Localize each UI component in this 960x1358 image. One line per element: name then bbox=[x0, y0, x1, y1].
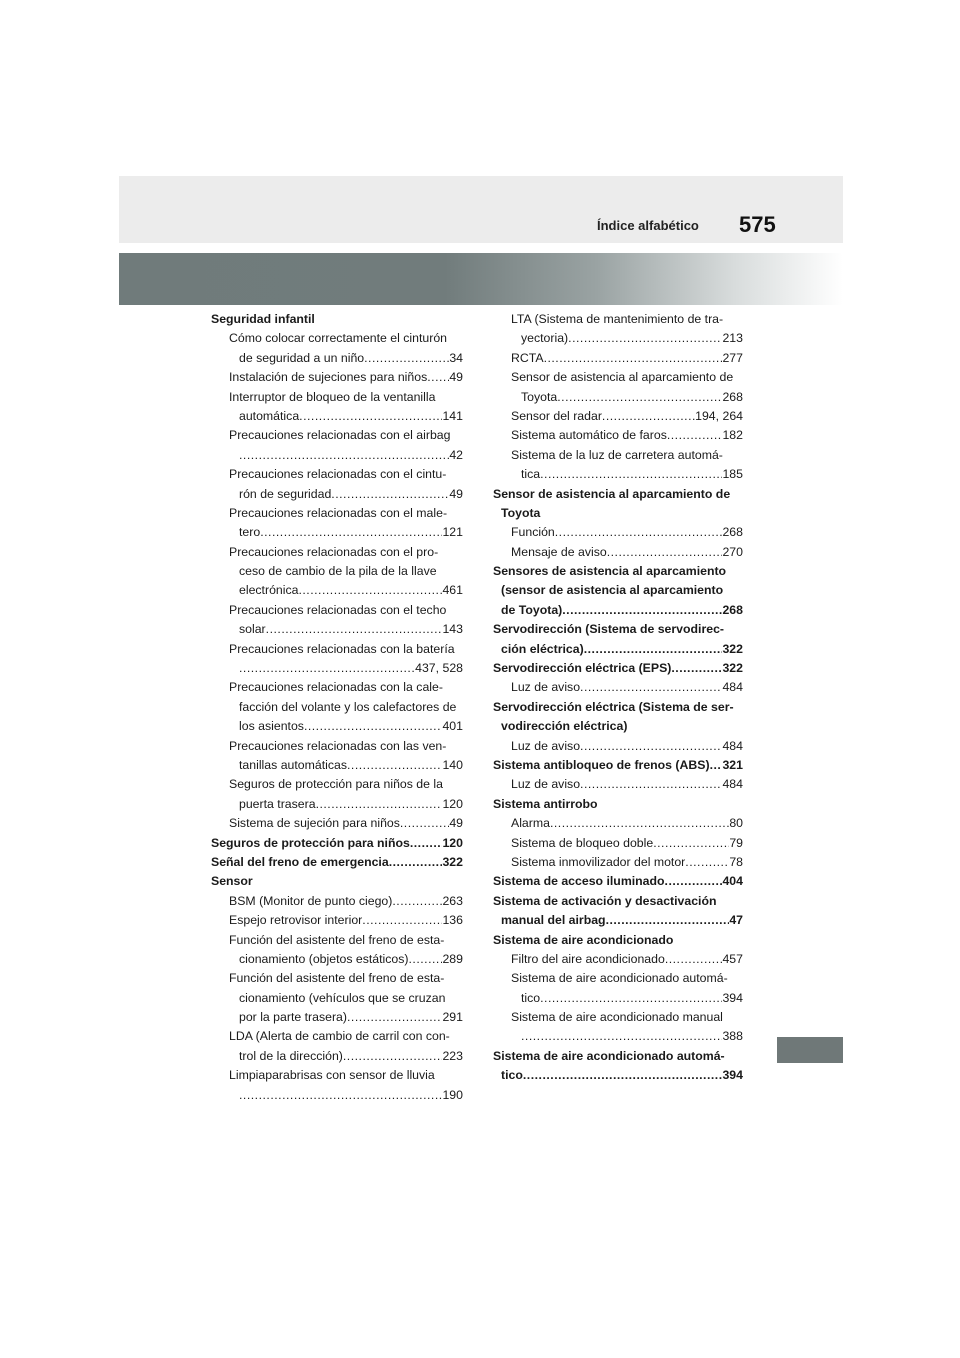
chapter-side-tab bbox=[777, 1037, 843, 1063]
page-reference: 394 bbox=[722, 990, 743, 1005]
dot-leader bbox=[266, 620, 443, 639]
page-reference: 120 bbox=[442, 796, 463, 811]
page-reference: 484 bbox=[722, 680, 743, 695]
index-entry bbox=[211, 892, 463, 911]
index-entry: Precauciones relacionadas con la cale- bbox=[229, 680, 443, 695]
entry-text: Servodirección eléctrica (EPS) bbox=[493, 661, 672, 676]
dot-leader bbox=[239, 1086, 442, 1105]
index-entry bbox=[211, 950, 463, 969]
entry-text: tico bbox=[521, 990, 541, 1005]
page-reference: 49 bbox=[449, 370, 463, 385]
dot-leader bbox=[389, 853, 443, 872]
index-heading: Sistema de aire acondicionado bbox=[493, 932, 674, 947]
page-reference: 213 bbox=[722, 331, 743, 346]
page-reference: 49 bbox=[449, 816, 463, 831]
index-heading bbox=[493, 872, 743, 891]
index-entry bbox=[493, 853, 743, 872]
entry-text: Señal del freno de emergencia bbox=[211, 854, 389, 869]
dot-leader bbox=[298, 581, 442, 600]
index-heading: (sensor de asistencia al aparcamiento bbox=[501, 583, 724, 598]
entry-text: Sensor del radar bbox=[511, 408, 602, 423]
page-reference: 388 bbox=[722, 1029, 743, 1044]
entry-text: de Toyota) bbox=[501, 602, 563, 617]
dot-leader bbox=[584, 640, 723, 659]
index-entry bbox=[211, 911, 463, 930]
page-reference: 49 bbox=[449, 486, 463, 501]
index-entry bbox=[211, 368, 463, 387]
index-entry bbox=[211, 349, 463, 368]
dot-leader bbox=[347, 756, 442, 775]
dot-leader bbox=[607, 543, 723, 562]
page-reference: 194, 264 bbox=[695, 408, 743, 423]
dot-leader bbox=[392, 892, 442, 911]
index-entry: Sistema de la luz de carretera automá- bbox=[511, 447, 723, 462]
dot-leader bbox=[685, 853, 729, 872]
entry-text: electrónica bbox=[239, 583, 299, 598]
index-entry bbox=[211, 717, 463, 736]
page-reference: 80 bbox=[729, 816, 743, 831]
index-heading bbox=[493, 601, 743, 620]
entry-text: de seguridad a un niño bbox=[239, 350, 365, 365]
entry-text: Sistema inmovilizador del motor bbox=[511, 854, 686, 869]
index-heading bbox=[493, 911, 743, 930]
dot-leader bbox=[580, 737, 722, 756]
index-heading: Servodirección eléctrica (Sistema de ser- bbox=[493, 699, 734, 714]
index-entry: Precauciones relacionadas con la batería bbox=[229, 641, 455, 656]
index-column-left bbox=[211, 310, 463, 1105]
dot-leader bbox=[260, 523, 442, 542]
index-heading bbox=[493, 1066, 743, 1085]
entry-text: yectoria) bbox=[521, 331, 569, 346]
index-heading bbox=[493, 659, 743, 678]
entry-text: Toyota bbox=[521, 389, 558, 404]
page-number: 575 bbox=[739, 212, 776, 237]
index-entry: cionamiento (vehículos que se cruzan bbox=[239, 990, 446, 1005]
entry-text: Instalación de sujeciones para niños bbox=[229, 370, 428, 385]
index-entry bbox=[211, 659, 463, 678]
index-entry: Seguros de protección para niños de la bbox=[229, 777, 443, 792]
entry-text: Sistema antibloqueo de frenos (ABS) bbox=[493, 757, 710, 772]
page-reference: 322 bbox=[722, 661, 743, 676]
dot-leader bbox=[562, 601, 722, 620]
entry-text: tero bbox=[239, 525, 261, 540]
index-entry bbox=[211, 620, 463, 639]
entry-text: BSM (Monitor de punto ciego) bbox=[229, 893, 393, 908]
dot-leader bbox=[364, 349, 449, 368]
page-reference: 321 bbox=[722, 757, 743, 772]
index-heading: Servodirección (Sistema de servodirec- bbox=[493, 622, 725, 637]
dot-leader bbox=[299, 407, 442, 426]
entry-text: Sistema de sujeción para niños bbox=[229, 816, 400, 831]
dot-leader bbox=[602, 407, 695, 426]
page-reference: 484 bbox=[722, 777, 743, 792]
page-reference: 268 bbox=[722, 602, 743, 617]
index-entry bbox=[211, 1008, 463, 1027]
dot-leader bbox=[239, 659, 415, 678]
page-reference: 140 bbox=[442, 757, 463, 772]
dot-leader bbox=[544, 349, 723, 368]
entry-text: Filtro del aire acondicionado bbox=[511, 951, 665, 966]
index-heading: Sensor de asistencia al aparcamiento de bbox=[493, 486, 731, 501]
index-entry bbox=[211, 581, 463, 600]
page-reference: 185 bbox=[722, 467, 743, 482]
index-entry: LTA (Sistema de mantenimiento de tra- bbox=[511, 312, 724, 326]
entry-text: Luz de aviso bbox=[511, 777, 581, 792]
index-entry: LDA (Alerta de cambio de carril con con- bbox=[229, 1029, 450, 1044]
dot-leader bbox=[427, 368, 449, 387]
page-reference: 322 bbox=[722, 641, 743, 656]
page-reference: 289 bbox=[442, 951, 463, 966]
index-entry bbox=[493, 678, 743, 697]
page-reference: 47 bbox=[729, 913, 743, 928]
index-entry: Precauciones relacionadas con el pro- bbox=[229, 544, 439, 559]
index-heading: Sistema de activación y desactivación bbox=[493, 893, 717, 908]
index-entry bbox=[211, 1047, 463, 1066]
entry-text: cionamiento (objetos estáticos) bbox=[239, 951, 409, 966]
index-entry bbox=[493, 1027, 743, 1046]
dot-leader bbox=[239, 446, 449, 465]
entry-text: Luz de aviso bbox=[511, 680, 581, 695]
dot-leader bbox=[557, 388, 722, 407]
index-entry bbox=[493, 543, 743, 562]
entry-text: tica bbox=[521, 467, 541, 482]
index-entry: facción del volante y los calefactores de bbox=[239, 699, 457, 714]
page-reference: 42 bbox=[449, 447, 463, 462]
entry-text: RCTA bbox=[511, 350, 544, 365]
header-gradient-band bbox=[119, 253, 843, 305]
index-entry bbox=[493, 388, 743, 407]
index-heading: Sistema de aire acondicionado automá- bbox=[493, 1048, 725, 1063]
page-reference: 268 bbox=[722, 525, 743, 540]
index-heading bbox=[211, 853, 463, 872]
dot-leader bbox=[347, 1008, 442, 1027]
page-reference: 190 bbox=[442, 1087, 463, 1102]
index-entry bbox=[211, 814, 463, 833]
dot-leader bbox=[653, 834, 729, 853]
page-reference: 291 bbox=[442, 1010, 463, 1025]
page-reference: 263 bbox=[442, 893, 463, 908]
index-entry bbox=[493, 950, 743, 969]
entry-text: solar bbox=[239, 622, 266, 637]
page-reference: 79 bbox=[729, 835, 743, 850]
dot-leader bbox=[665, 872, 723, 891]
index-entry bbox=[493, 834, 743, 853]
dot-leader bbox=[580, 775, 722, 794]
index-entry bbox=[211, 446, 463, 465]
index-entry bbox=[211, 795, 463, 814]
entry-text: Sistema de acceso iluminado bbox=[493, 874, 665, 889]
page-reference: 457 bbox=[722, 951, 743, 966]
dot-leader bbox=[409, 950, 443, 969]
index-entry: Función del asistente del freno de esta- bbox=[229, 971, 445, 986]
dot-leader bbox=[671, 659, 722, 678]
index-entry: ceso de cambio de la pila de la llave bbox=[239, 564, 437, 579]
page-reference: 484 bbox=[722, 738, 743, 753]
index-heading bbox=[493, 756, 743, 775]
section-title: Índice alfabético bbox=[597, 218, 699, 233]
dot-leader bbox=[316, 795, 443, 814]
entry-text: Espejo retrovisor interior bbox=[229, 913, 363, 928]
page-reference: 394 bbox=[722, 1068, 743, 1083]
entry-text: automática bbox=[239, 408, 300, 423]
index-entry: Precauciones relacionadas con el cintu- bbox=[229, 467, 447, 482]
index-entry: Función del asistente del freno de esta- bbox=[229, 932, 445, 947]
index-entry bbox=[493, 426, 743, 445]
header-bar bbox=[119, 176, 843, 243]
index-entry: Sistema de aire acondicionado manual bbox=[511, 1010, 723, 1025]
entry-text: por la parte trasera) bbox=[239, 1010, 347, 1025]
page-reference: 182 bbox=[722, 428, 743, 443]
page-reference: 141 bbox=[442, 408, 463, 423]
entry-text: Sistema automático de faros bbox=[511, 428, 667, 443]
dot-leader bbox=[400, 814, 449, 833]
index-entry bbox=[493, 523, 743, 542]
index-entry bbox=[493, 329, 743, 348]
index-entry bbox=[211, 1086, 463, 1105]
dot-leader bbox=[540, 989, 722, 1008]
index-entry bbox=[493, 737, 743, 756]
dot-leader bbox=[550, 814, 729, 833]
page-reference: 136 bbox=[442, 913, 463, 928]
page-reference: 78 bbox=[729, 854, 743, 869]
index-entry bbox=[493, 989, 743, 1008]
entry-text: tanillas automáticas bbox=[239, 757, 347, 772]
index-entry bbox=[493, 349, 743, 368]
dot-leader bbox=[304, 717, 443, 736]
dot-leader bbox=[331, 485, 449, 504]
index-entry bbox=[493, 407, 743, 426]
index-entry bbox=[211, 407, 463, 426]
page-reference: 277 bbox=[722, 350, 743, 365]
entry-text: manual del airbag bbox=[501, 913, 606, 928]
index-entry: Limpiaparabrisas con sensor de lluvia bbox=[229, 1068, 435, 1083]
page-reference: 268 bbox=[722, 389, 743, 404]
entry-text: ción eléctrica) bbox=[501, 641, 584, 656]
dot-leader bbox=[555, 523, 723, 542]
entry-text: tico bbox=[501, 1068, 523, 1083]
index-entry bbox=[211, 756, 463, 775]
dot-leader bbox=[667, 426, 723, 445]
dot-leader bbox=[580, 678, 722, 697]
page-reference: 34 bbox=[449, 350, 463, 365]
index-entry: Sistema de aire acondicionado automá- bbox=[511, 971, 728, 986]
entry-text: Sistema de bloqueo doble bbox=[511, 835, 654, 850]
index-entry bbox=[493, 775, 743, 794]
index-heading: vodirección eléctrica) bbox=[501, 719, 628, 734]
dot-leader bbox=[362, 911, 442, 930]
index-heading: Sistema antirrobo bbox=[493, 796, 598, 811]
page-reference: 223 bbox=[442, 1048, 463, 1063]
index-entry bbox=[493, 814, 743, 833]
entry-text: Alarma bbox=[511, 816, 550, 831]
index-heading bbox=[493, 640, 743, 659]
index-entry: Precauciones relacionadas con las ven- bbox=[229, 738, 447, 753]
dot-leader bbox=[343, 1047, 443, 1066]
page-reference: 322 bbox=[442, 854, 463, 869]
entry-text: Luz de aviso bbox=[511, 738, 581, 753]
index-entry: Cómo colocar correctamente el cinturón bbox=[229, 331, 448, 346]
index-heading bbox=[211, 834, 463, 853]
index-heading: Toyota bbox=[501, 505, 541, 520]
dot-leader bbox=[523, 1066, 723, 1085]
index-entry: Precauciones relacionadas con el airbag bbox=[229, 428, 451, 443]
index-entry: Interruptor de bloqueo de la ventanilla bbox=[229, 389, 436, 404]
page-reference: 120 bbox=[442, 835, 463, 850]
entry-text: los asientos bbox=[239, 719, 304, 734]
index-heading: Sensores de asistencia al aparcamiento bbox=[493, 564, 727, 579]
page-reference: 437, 528 bbox=[415, 661, 463, 676]
dot-leader bbox=[665, 950, 723, 969]
dot-leader bbox=[410, 834, 443, 853]
page-reference: 143 bbox=[442, 622, 463, 637]
page-reference: 270 bbox=[722, 544, 743, 559]
index-heading: Sensor bbox=[211, 874, 253, 889]
page-reference: 121 bbox=[442, 525, 463, 540]
index-entry: Precauciones relacionadas con el techo bbox=[229, 602, 447, 617]
dot-leader bbox=[521, 1027, 722, 1046]
page-reference: 404 bbox=[722, 874, 743, 889]
index-entry: Sensor de asistencia al aparcamiento de bbox=[511, 370, 734, 385]
index-entry bbox=[493, 465, 743, 484]
page-reference: 461 bbox=[442, 583, 463, 598]
index-column-right bbox=[493, 310, 743, 1086]
entry-text: rón de seguridad bbox=[239, 486, 332, 501]
index-entry bbox=[211, 485, 463, 504]
dot-leader bbox=[568, 329, 722, 348]
dot-leader bbox=[606, 911, 730, 930]
entry-text: Mensaje de aviso bbox=[511, 544, 607, 559]
entry-text: trol de la dirección) bbox=[239, 1048, 343, 1063]
dot-leader bbox=[710, 756, 723, 775]
index-entry bbox=[211, 523, 463, 542]
dot-leader bbox=[540, 465, 722, 484]
entry-text: Función bbox=[511, 525, 555, 540]
index-heading: Seguridad infantil bbox=[211, 312, 315, 326]
index-entry: Precauciones relacionadas con el male- bbox=[229, 505, 448, 520]
page-reference: 401 bbox=[442, 719, 463, 734]
entry-text: Seguros de protección para niños bbox=[211, 835, 410, 850]
entry-text: puerta trasera bbox=[239, 796, 316, 811]
